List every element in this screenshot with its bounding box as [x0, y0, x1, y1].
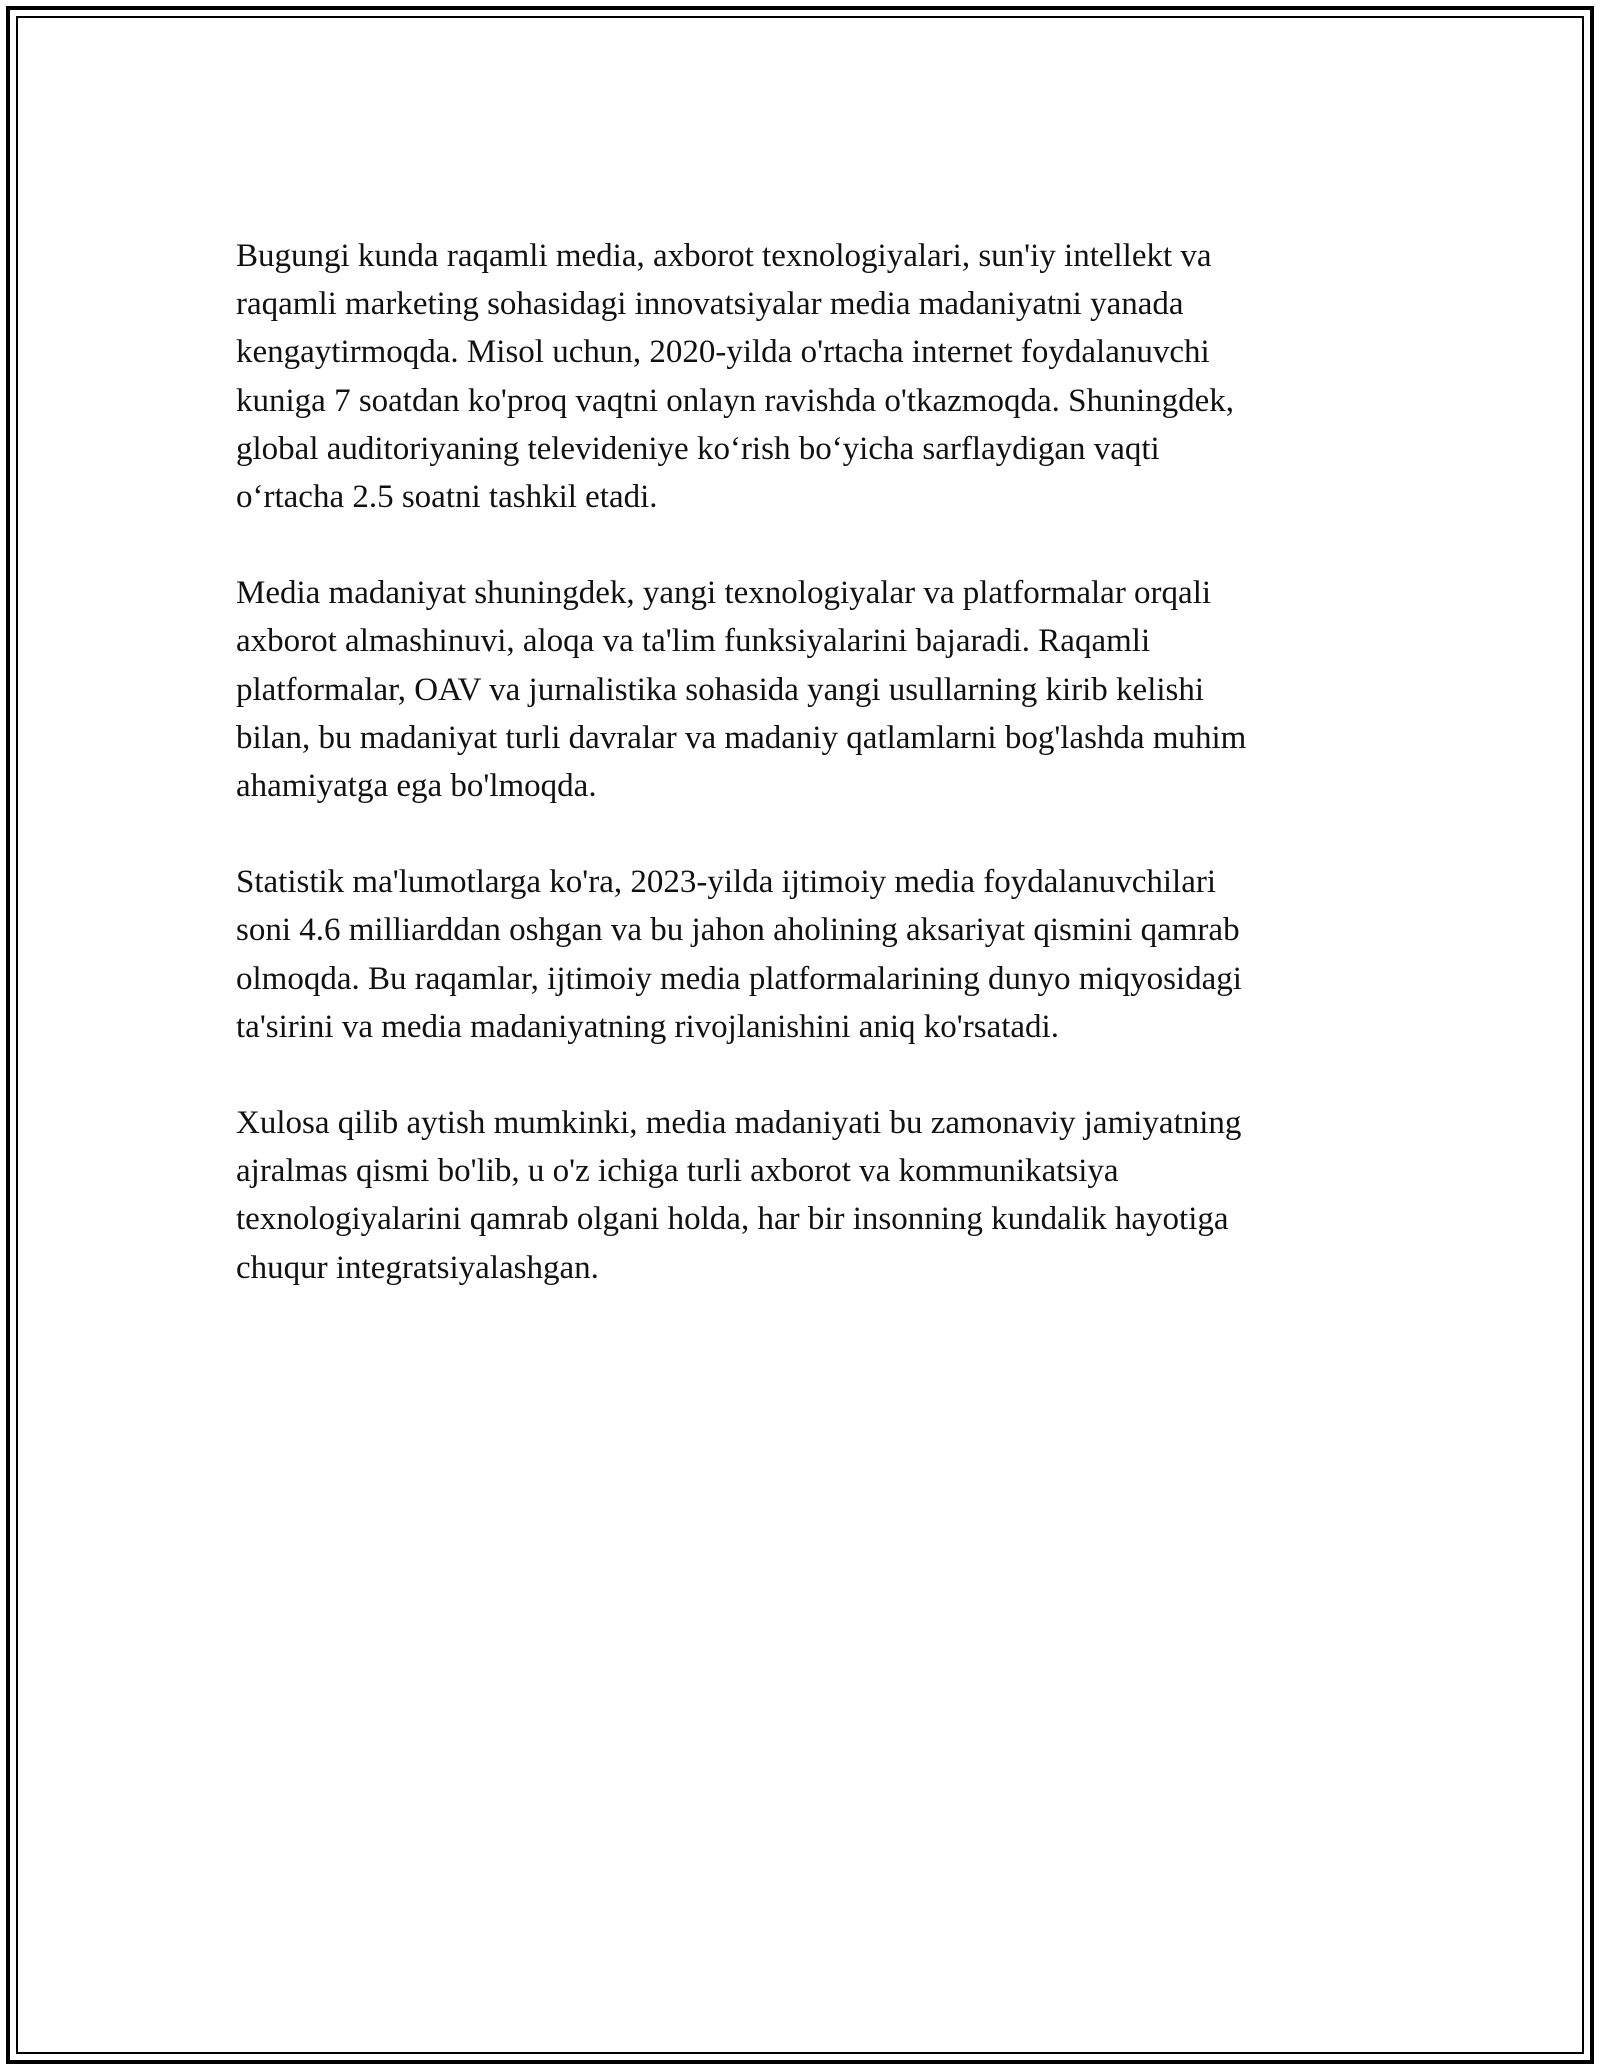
paragraph-4: Xulosa qilib aytish mumkinki, media madaniyati bu zamonaviy jamiyatning ajralmas qismi bo'lib, u o'z ichiga turli axborot va kommunikatsiya texnologiyalarini qamrab olgani holda, har bir insonning kundalik hayotiga chuqur integratsiyalashgan. — [236, 1105, 1242, 1286]
paragraph-3: Statistik ma'lumotlarga ko'ra, 2023-yilda ijtimoiy media foydalanuvchilari soni 4.6 milliarddan oshgan va bu jahon aholining aksariyat qismini qamrab olmoqda. Bu raqamlar, ijtimoiy media platformalarining dunyo miqyosidagi ta'sirini va media madaniyatning rivojlanishini aniq ko'rsatadi. — [236, 864, 1242, 1045]
paragraph-2: Media madaniyat shuningdek, yangi texnologiyalar va platformalar orqali axborot almashinuvi, aloqa va ta'lim funksiyalarini bajaradi. Raqamli platformalar, OAV va jurnalistika sohasida yangi usullarning kirib kelishi bilan, bu madaniyat turli davralar va madaniy qatlamlarni bog'lashda muhim ahamiyatga ega bo'lmoqda. — [236, 575, 1247, 805]
paragraph-1: Bugungi kunda raqamli media, axborot texnologiyalari, sun'iy intellekt va raqamli marketing sohasidagi innovatsiyalar media madaniyatni yanada kengaytirmoqda. Misol uchun, 2020-yilda o'rtacha internet foydalanuvchi kuniga 7 soatdan ko'proq vaqtni onlayn ravishda o'tkazmoqda. Shuningdek, global auditoriyaning televideniye koʻrish boʻyicha sarflaydigan vaqti oʻrtacha 2.5 soatni tashkil etadi. — [236, 238, 1235, 516]
document-body — [236, 232, 1376, 1340]
